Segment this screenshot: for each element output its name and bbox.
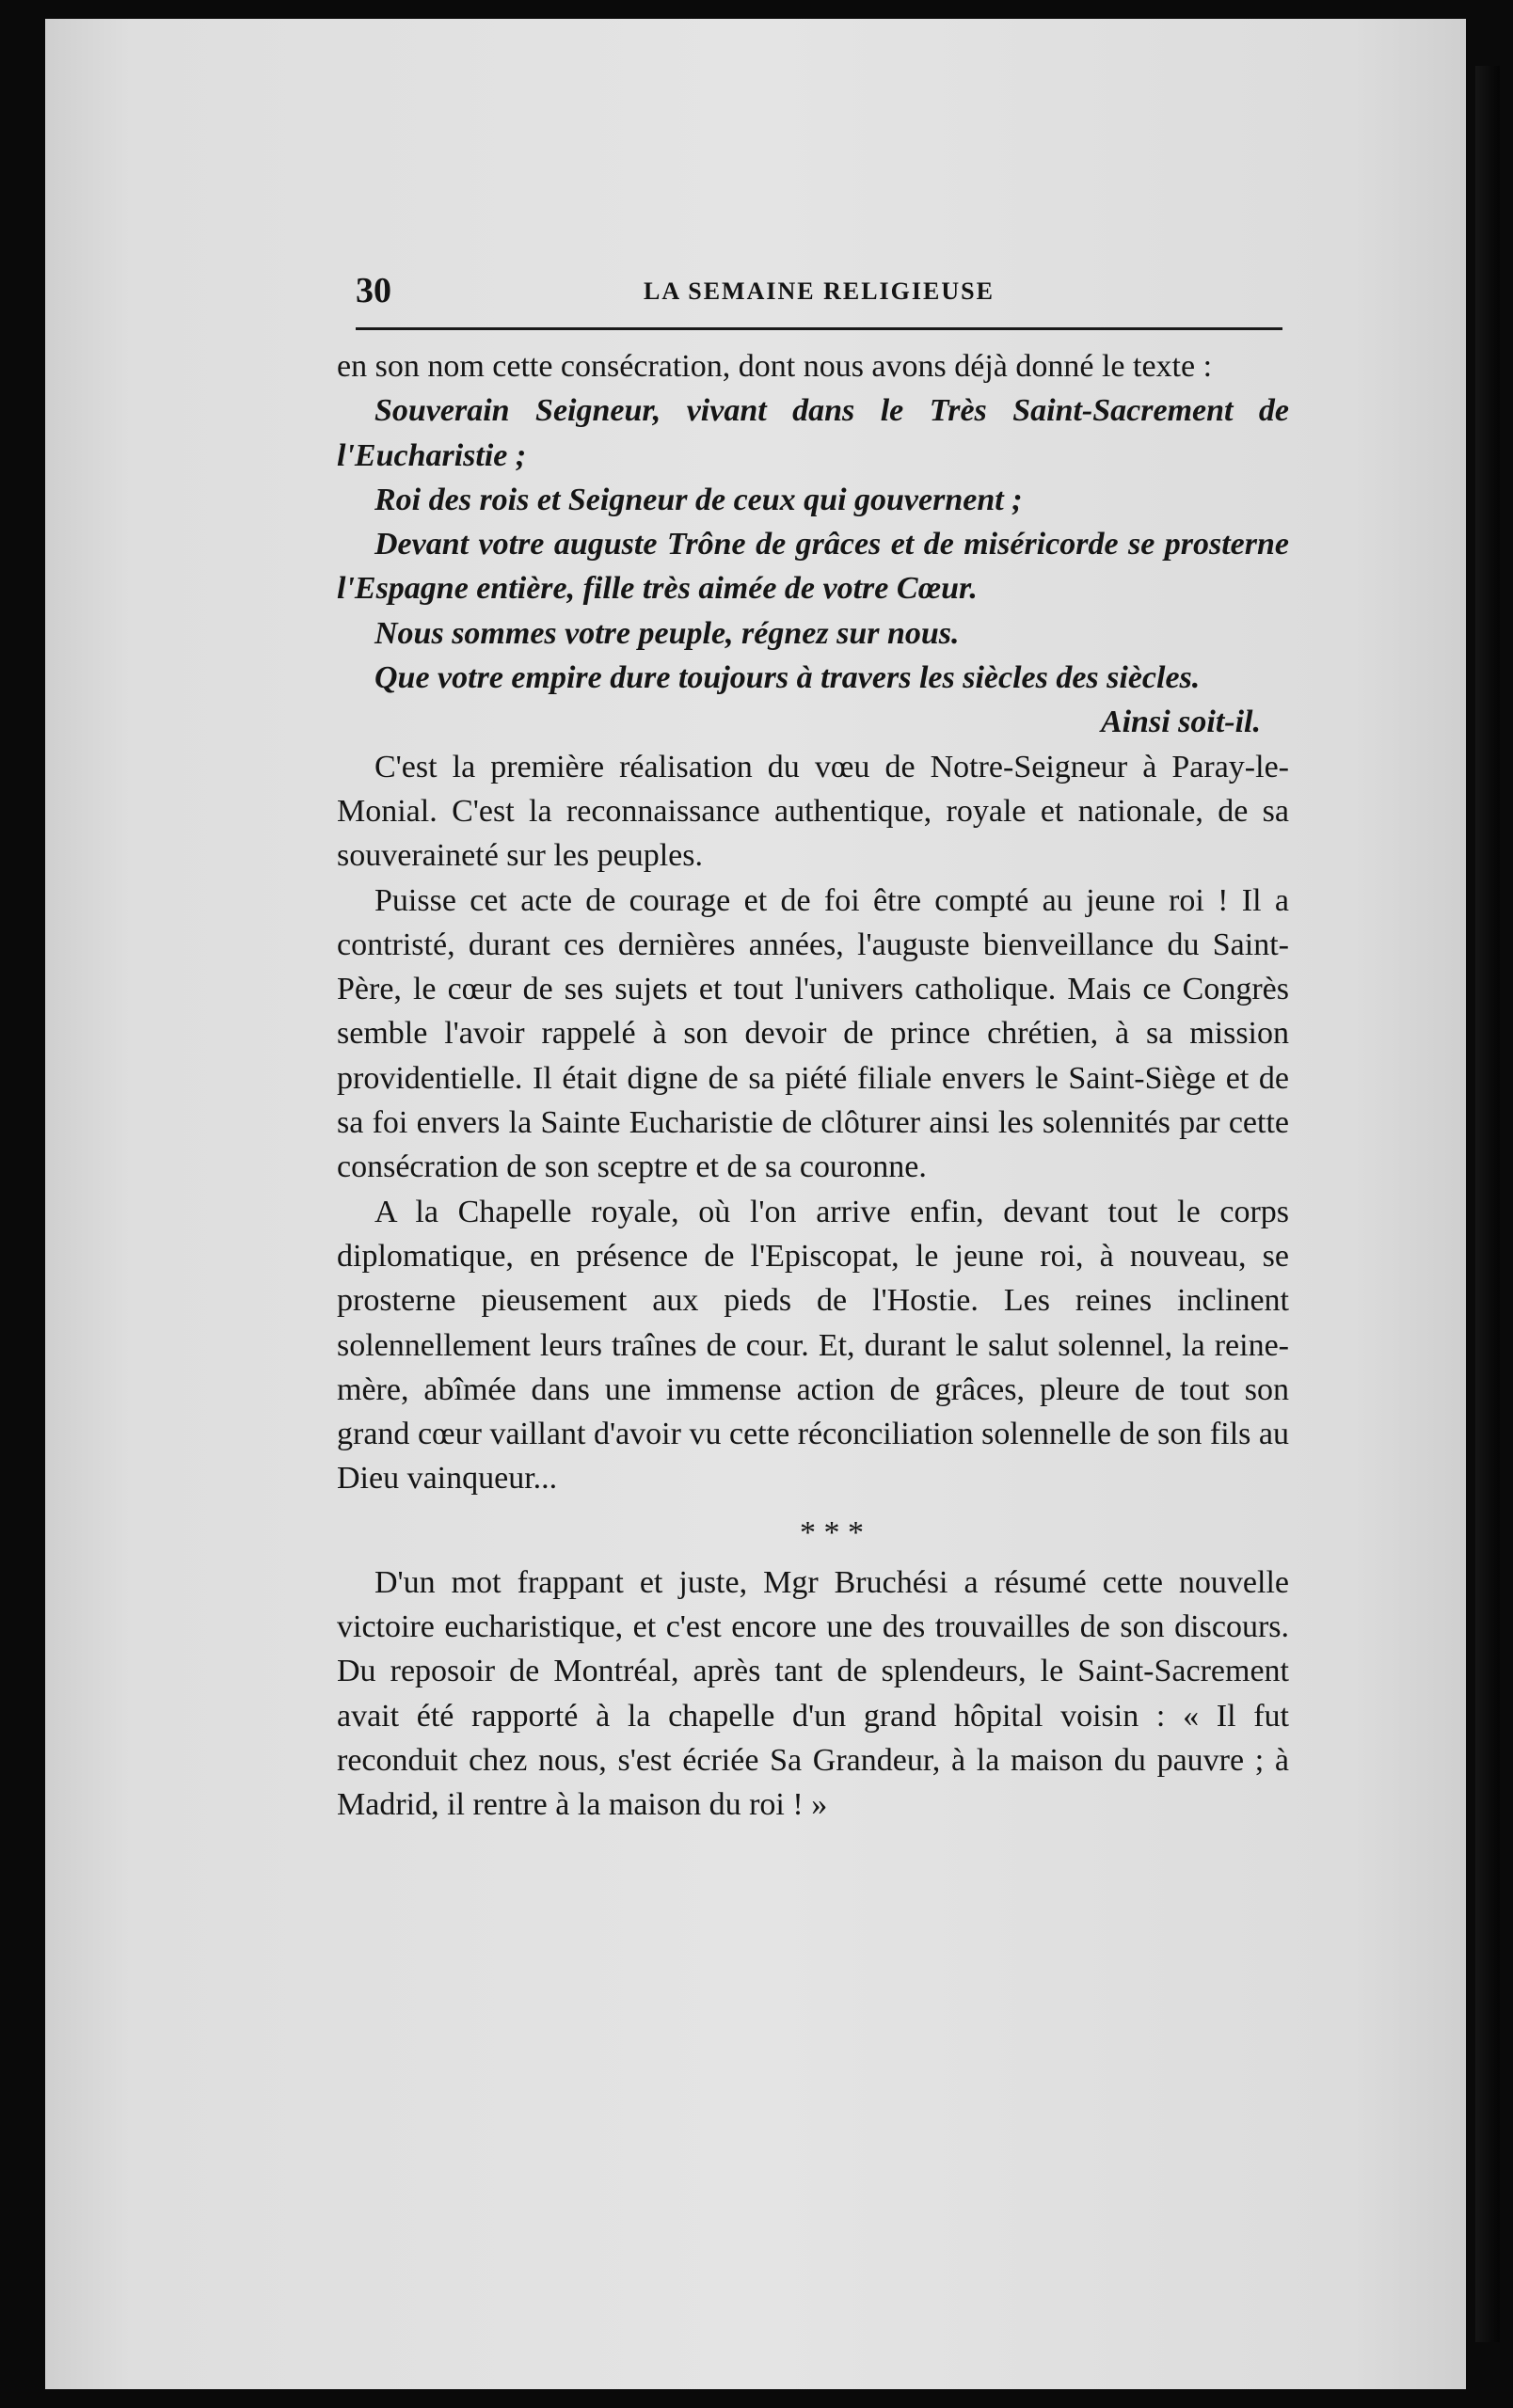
section-separator: * * *: [800, 1514, 864, 1550]
header-rule: [356, 327, 1282, 330]
prayer-line-5: Que votre empire dure toujours à travers les siècles des siècles.: [374, 660, 1201, 696]
prayer-amen: Ainsi soit-il.: [1100, 705, 1261, 740]
prayer-line-1: Souverain Seigneur, vivant dans le Très Saint-Sacrement de l'Eucharistie ;: [337, 393, 1289, 473]
paragraph-3: Puisse cet acte de courage et de foi être compté au jeune roi ! Il a contristé, durant ces dernières années, l'auguste bienveillance du Saint-Père, le cœur de ses sujets et tout l'univers catholique. Mais ce Congrès semble l'avoir rappelé à son devoir de prince chrétien, à sa mission providentielle. Il était digne de sa piété filiale envers le Saint-Siège et de sa foi envers la Sainte Eucharistie de clôturer ainsi les solennités par cette consécration de son sceptre et de sa couronne.: [337, 882, 1289, 1185]
paragraph-2: C'est la première réalisation du vœu de Notre-Seigneur à Paray-le-Monial. C'est la reconnaissance authentique, royale et nationale, de sa souveraineté sur les peuples.: [337, 749, 1289, 874]
page-number: 30: [356, 271, 391, 310]
paragraph-4: A la Chapelle royale, où l'on arrive enfin, devant tout le corps diplomatique, en présence de l'Episcopat, le jeune roi, à nouveau, se prosterne pieusement aux pieds de l'Hostie. Les reines inclinent solennellement leurs traînes de cour. Et, durant le salut solennel, la reine-mère, abîmée dans une immense action de grâces, pleure de tout son grand cœur vaillant d'avoir vu cette réconciliation solennelle de son fils au Dieu vainqueur...: [337, 1194, 1289, 1497]
prayer-line-4: Nous sommes votre peuple, régnez sur nous.: [374, 615, 960, 651]
page-header: [356, 268, 1282, 325]
paragraph-1: en son nom cette consécration, dont nous avons déjà donné le texte :: [337, 349, 1213, 384]
prayer-line-3: Devant votre auguste Trône de grâces et de miséricorde se prosterne l'Espagne entière, fille très aimée de votre Cœur.: [337, 527, 1289, 607]
paragraph-5: D'un mot frappant et juste, Mgr Bruchési a résumé cette nouvelle victoire eucharistique, et c'est encore une des trouvailles de son discours. Du reposoir de Montréal, après tant de splendeurs, le Saint-Sacrement avait été rapporté à la chapelle d'un grand hôpital voisin : « Il fut reconduit chez nous, s'est écriée Sa Grandeur, à la maison du pauvre ; à Madrid, il rentre à la maison du roi ! »: [337, 1564, 1289, 1823]
body-text: [337, 344, 1289, 1828]
book-spine-shadow: [1475, 66, 1500, 2342]
prayer-line-2: Roi des rois et Seigneur de ceux qui gouvernent ;: [374, 482, 1023, 517]
running-title: LA SEMAINE RELIGIEUSE: [644, 277, 995, 305]
